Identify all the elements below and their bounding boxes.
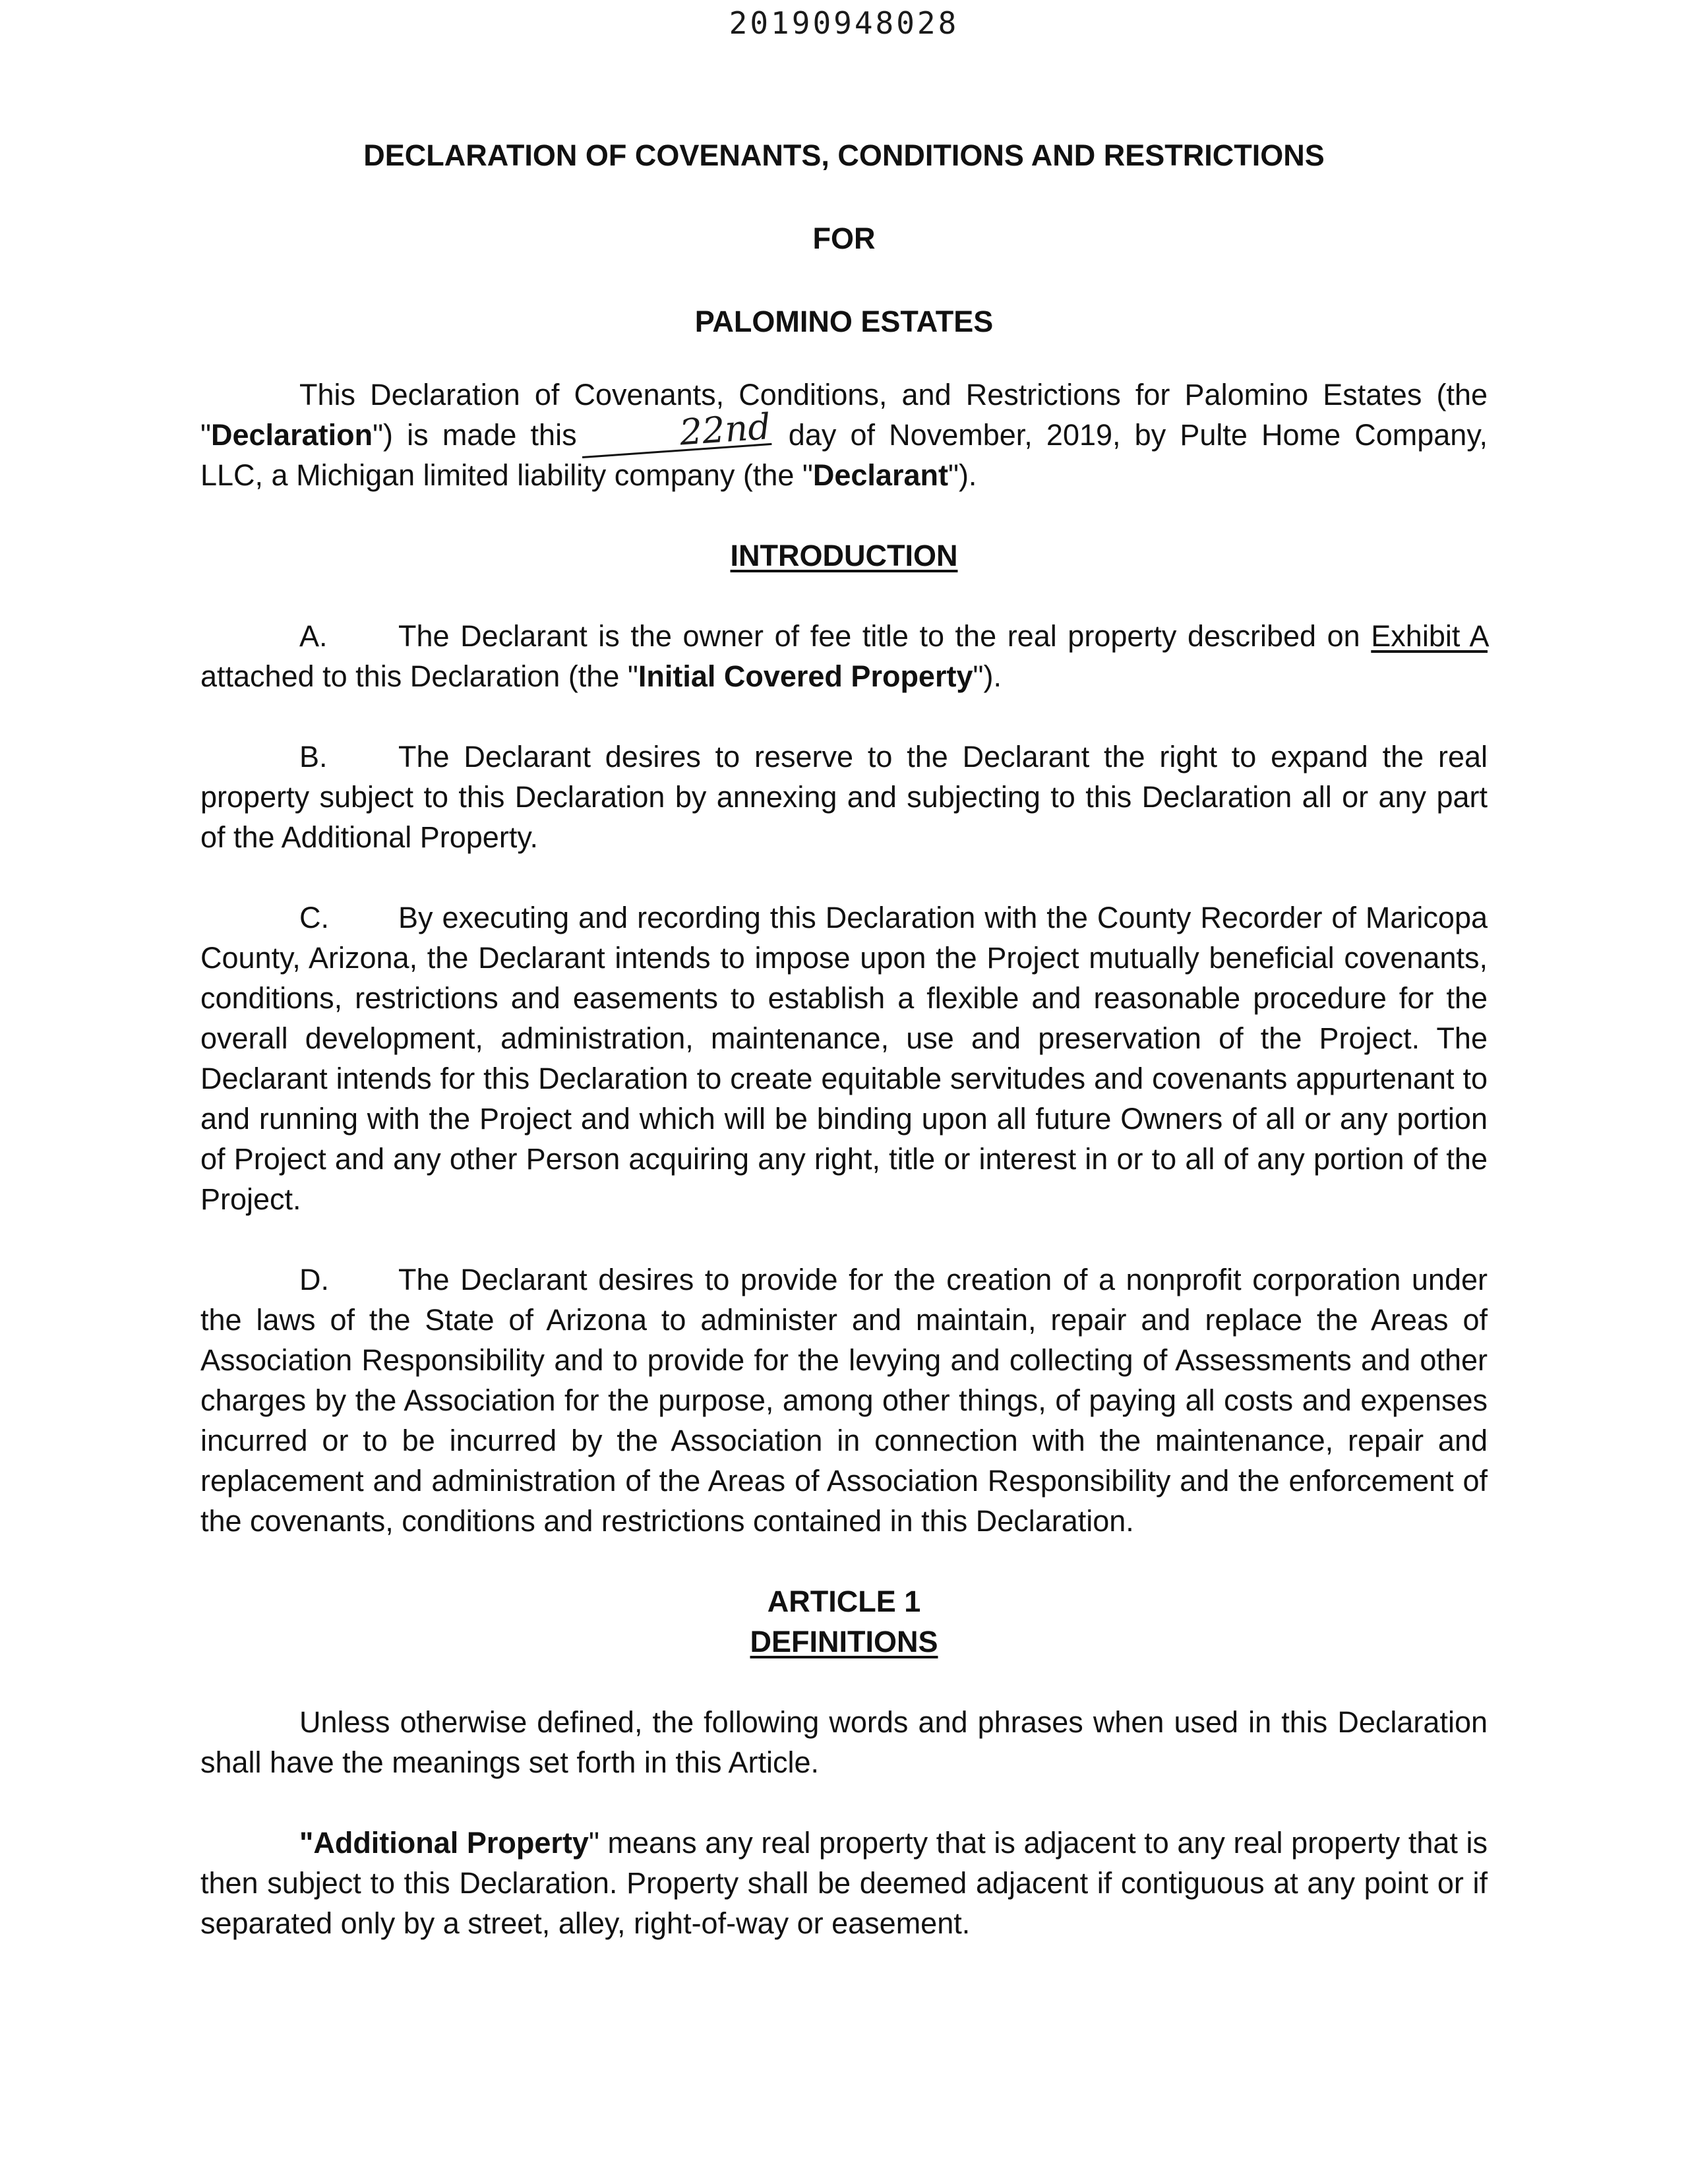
definition-additional-property-text: " means any real property that is adjacent to any real property that is then subject to this Declaration. Property shall be deemed adjacent if contiguous at any point or if separated only by a street, alley, right-of-way or easement. bbox=[200, 1826, 1488, 1940]
recital-c-text: By executing and recording this Declaration with the County Recorder of Maricopa County, Arizona, the Declarant intends to impose upon the Project mutually beneficial covenants, conditions, restrictions and easements to establish a flexible and reasonable procedure for the overall development, administration, maintenance, use and preservation of the Project. The Declarant intends for this Declaration to create equitable servitudes and covenants appurtenant to and running with the Project and which will be binding upon all future Owners of all or any portion of Project and any other Person acquiring any right, title or interest in or to all of any portion of the Project. bbox=[200, 901, 1488, 1216]
definition-additional-property bbox=[200, 1823, 1488, 1943]
preamble-text-2: ") is made this bbox=[373, 418, 577, 452]
recital-d-text: The Declarant desires to provide for the creation of a nonprofit corporation under the laws of the State of Arizona to administer and maintain, repair and replace the Areas of Association Responsibility and to provide for the levying and collecting of Assessments and other charges by the Association for the purpose, among other things, of paying all costs and expenses incurred or to be incurred by the Association in connection with the maintenance, repair and replacement and administration of the Areas of Association Responsibility and the enforcement of the covenants, conditions and restrictions contained in this Declaration. bbox=[200, 1263, 1488, 1538]
recital-b-letter: B. bbox=[299, 740, 328, 774]
recital-b bbox=[200, 737, 1488, 857]
recital-a-text-2: attached to this Declaration (the " bbox=[200, 659, 638, 693]
article-1-number: ARTICLE 1 bbox=[767, 1585, 921, 1618]
handwritten-day: 22nd bbox=[580, 410, 771, 458]
document-body bbox=[200, 135, 1488, 1984]
recital-b-text: The Declarant desires to reserve to the Declarant the right to expand the real property subject to this Declaration by annexing and subjecting to this Declaration all or any part of the Additional Property. bbox=[200, 740, 1488, 854]
recital-d bbox=[200, 1259, 1488, 1541]
document-title-line-2: FOR bbox=[812, 222, 876, 255]
article-1-heading: DEFINITIONS bbox=[750, 1625, 938, 1658]
document-title-line-3: PALOMINO ESTATES bbox=[694, 305, 994, 338]
defined-term-initial-covered-property: Initial Covered Property bbox=[638, 659, 973, 693]
preamble-paragraph bbox=[200, 375, 1488, 495]
recital-a-text-1: The Declarant is the owner of fee title to the real property described on bbox=[398, 619, 1360, 653]
recital-a bbox=[200, 616, 1488, 696]
exhibit-a-reference: Exhibit A bbox=[1371, 619, 1488, 653]
definitions-intro: Unless otherwise defined, the following words and phrases when used in this Declaration shall have the meanings set forth in this Article. bbox=[200, 1705, 1488, 1779]
recital-a-letter: A. bbox=[299, 619, 328, 653]
preamble-text-1: This Declaration of Covenants, Conditions, and Restrictions for Palomino Estates (the " bbox=[200, 378, 1488, 452]
defined-term-declarant: Declarant bbox=[812, 458, 948, 492]
preamble-text-4: "). bbox=[948, 458, 977, 492]
recital-c-letter: C. bbox=[299, 901, 329, 934]
document-title-line-1: DECLARATION OF COVENANTS, CONDITIONS AND RESTRICTIONS bbox=[363, 138, 1325, 172]
defined-term-declaration: Declaration bbox=[210, 418, 373, 452]
recording-number: 20190948028 bbox=[729, 5, 959, 41]
defined-term-additional-property: "Additional Property bbox=[299, 1826, 589, 1860]
preamble-text-3: day of November, 2019, by Pulte Home Company, LLC, a Michigan limited liability company (the " bbox=[200, 418, 1488, 492]
introduction-heading: INTRODUCTION bbox=[730, 539, 958, 572]
recital-c bbox=[200, 897, 1488, 1219]
recital-d-letter: D. bbox=[299, 1263, 329, 1296]
recital-a-text-3: "). bbox=[973, 659, 1002, 693]
